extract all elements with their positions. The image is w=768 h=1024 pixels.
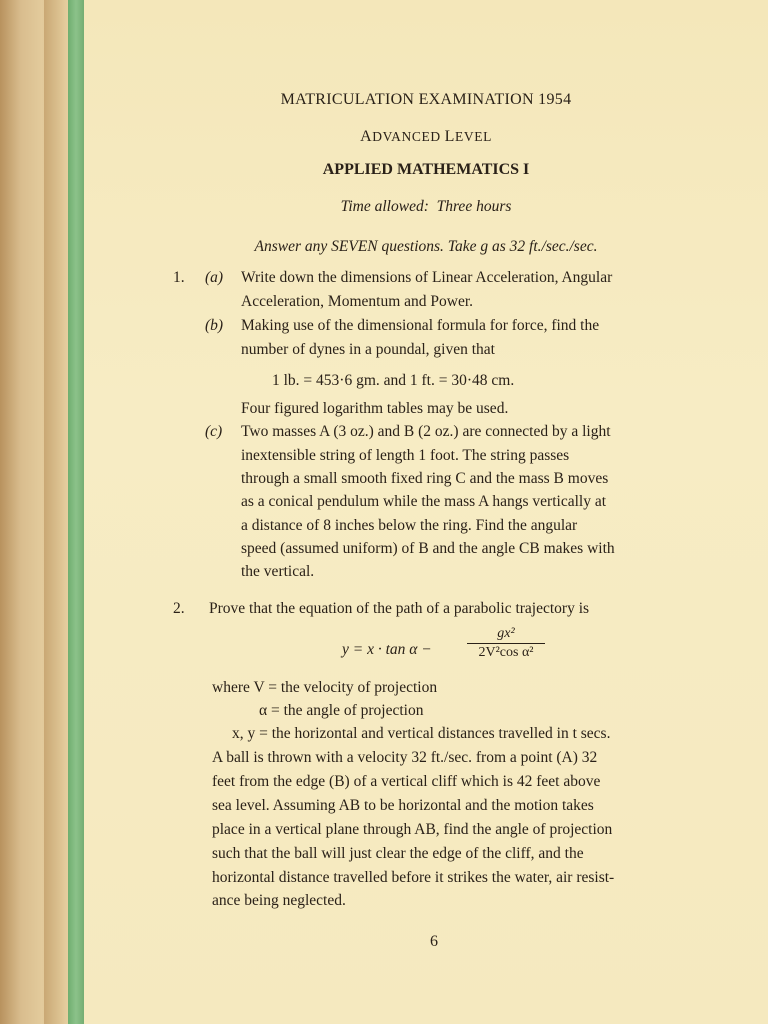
question-text: as a conical pendulum while the mass A hangs vertically at [241,493,607,510]
definition-line: x, y = the horizontal and vertical distances travelled in t secs. [232,725,611,742]
question-text: ance being neglected. [212,892,346,909]
question-text: the vertical. [241,563,315,580]
question-text: Making use of the dimensional formula for force, find the [241,317,600,334]
green-spine-strip [68,0,84,1024]
question-text: A ball is thrown with a velocity 32 ft./sec. from a point (A) 32 [212,749,598,766]
equation-fraction [467,626,545,661]
equation-lhs: y = x · tan α − [342,641,432,658]
exam-page [84,0,768,1024]
question-text: through a small smooth fixed ring C and the mass B moves [241,470,609,487]
part-label: (a) [205,269,224,286]
question-text: a distance of 8 inches below the ring. Find the angular [241,517,578,534]
subject-title: APPLIED MATHEMATICS I [322,161,530,178]
binding-edge [44,0,68,1024]
question-number: 1. [173,269,185,286]
level-heading: ADVANCED LEVEL [360,128,492,145]
instructions: Answer any SEVEN questions. Take g as 32 ft./sec./sec. [254,238,598,255]
question-text: Prove that the equation of the path of a parabolic trajectory is [209,600,590,617]
question-text: Acceleration, Momentum and Power. [241,293,474,310]
definition-line: where V = the velocity of projection [212,679,438,696]
part-label: (c) [205,423,223,440]
question-text: number of dynes in a poundal, given that [241,341,495,358]
question-number: 2. [173,600,185,617]
question-text: inextensible string of length 1 foot. The string passes [241,447,570,464]
question-text: place in a vertical plane through AB, find the angle of projection [212,821,613,838]
fraction-numerator: gx² [497,626,515,641]
question-text: speed (assumed uniform) of B and the angle CB makes with [241,540,615,557]
question-text: horizontal distance travelled before it strikes the water, air resist- [212,869,615,886]
fraction-denominator: 2V²cos α² [478,645,534,660]
question-text: feet from the edge (B) of a vertical cliff which is 42 feet above [212,773,601,790]
question-text: sea level. Assuming AB to be horizontal and the motion takes [212,797,594,814]
question-text: Write down the dimensions of Linear Acceleration, Angular [241,269,613,286]
page-number: 6 [430,933,438,950]
exam-title: MATRICULATION EXAMINATION 1954 [280,91,572,108]
question-text: Four figured logarithm tables may be used. [241,400,509,417]
part-label: (b) [205,317,224,334]
definition-line: α = the angle of projection [259,702,424,719]
fraction-bar [467,643,545,644]
question-text: such that the ball will just clear the edge of the cliff, and the [212,845,584,862]
formula: 1 lb. = 453·6 gm. and 1 ft. = 30·48 cm. [272,372,515,389]
question-text: Two masses A (3 oz.) and B (2 oz.) are connected by a light [241,423,611,440]
time-allowed: Time allowed: Three hours [340,198,512,215]
